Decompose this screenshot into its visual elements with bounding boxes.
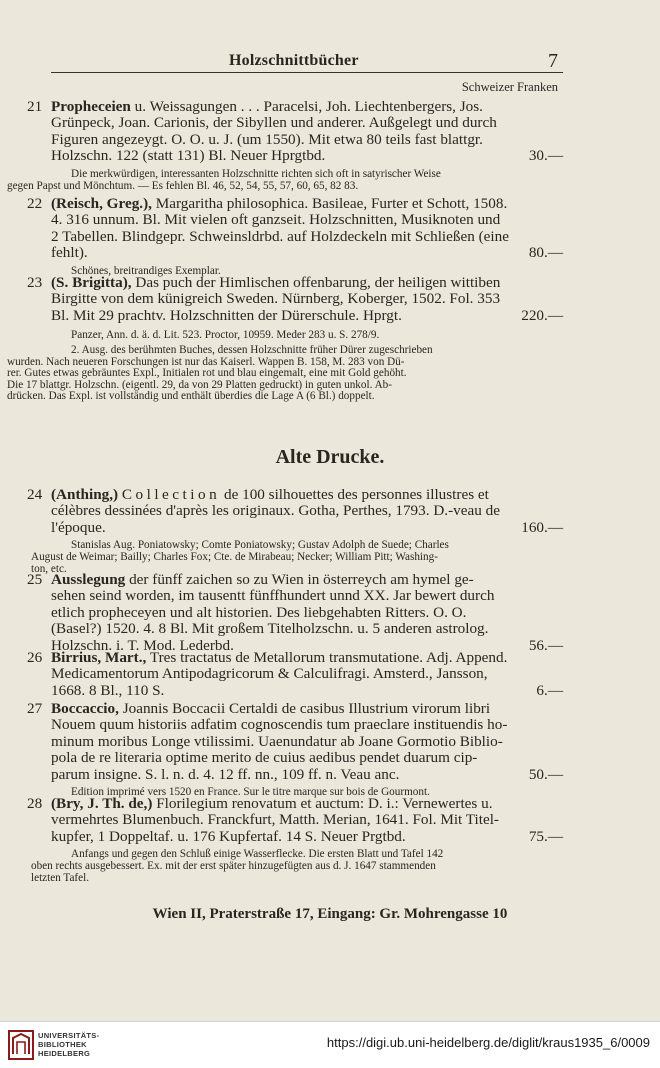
entry-line: fehlt). [51, 244, 88, 262]
entry-note: Die merkwürdigen, interessanten Holzschnitte richten sich oft in satyrischer Weise gegen Papst und Mönchtum. — Es fehlen Bl. 46, 52, 54, 55, 57, 60, 65, 82 83. [7, 167, 441, 192]
entry-22 [27, 196, 563, 277]
entry-line: Joannis Boccacii Certaldi de casibus Illustrium virorum libri [118, 700, 491, 717]
footer-address: Wien II, Praterstraße 17, Eingang: Gr. Mohrengasse 10 [152, 906, 508, 922]
entry-line: Margaritha philosophica. Basileae, Furter et Schott, 1508. [151, 195, 508, 212]
entry-line: Tres tractatus de Metallorum transmutatione. Adj. Append. [146, 649, 508, 666]
entry-author: (Bry, J. Th. de,) [51, 795, 153, 812]
entry-line: de 100 silhouettes des personnes illustres et [220, 486, 489, 503]
entry-21 [7, 98, 563, 192]
entry-price: 56.— [528, 636, 563, 654]
university-logo-icon [8, 1030, 34, 1060]
entry-line: sehen seind worden, im tausentt fünffhundert unnd XX. Jar bewert durch [51, 587, 495, 605]
entry-note: Edition imprimé vers 1520 en France. Sur le titre marque sur bois de Gourmont. [71, 786, 430, 799]
entry-line: Medicamentorum Antipodagricorum & Calculifragi. Amsterd., Jansson, [51, 665, 488, 683]
viewer-bar [0, 1021, 660, 1068]
entry-line: Birgitte von dem künigreich Sweden. Nürnberg, Koberger, 1502. Fol. 353 [51, 290, 501, 308]
entry-author: (Anthing,) [51, 486, 119, 503]
entry-23 [7, 274, 563, 403]
entry-25 [27, 572, 563, 654]
entry-number: 22 [27, 195, 43, 212]
entry-line: parum insigne. S. l. n. d. 4. 12 ff. nn., 109 ff. n. Veau anc. [51, 765, 400, 783]
entry-author: Ausslegung [51, 571, 126, 588]
entry-line: vermehrtes Blumenbuch. Franckfurt, Matth. Merian, 1641. Fol. Mit Titel- [51, 811, 499, 829]
entry-note: Stanislas Aug. Poniatowsky; Comte Poniatowsky; Gustav Adolph de Suede; Charles August de Weimar; Bailly; Charles Fox; Cte. de Mirabeau; Necker; William Pitt; Washing- ton, etc. [31, 539, 449, 576]
entry-line: 2 Tabellen. Blindgepr. Schweinsldrbd. auf Holzdeckeln mit Schließen (eine [51, 227, 509, 245]
entry-24 [27, 487, 563, 575]
entry-line: Holzschn. 122 (statt 131) Bl. Neuer Hprgtbd. [51, 147, 326, 165]
entry-price: 220.— [521, 306, 563, 324]
entry-note-long: 2. Ausg. des berühmten Buches, dessen Holzschnitte früher Dürer zugeschrieben wurden. Nach neueren Forschungen ist nur das Kaiserl. Wappen B. 158, M. 283 von Dü- rer. Gutes etwas gebräuntes Expl., Initialen rot und blau eingemalt, eine mit Gold gehöht. Die 17 blattgr. Holzschn. (eigentl. 29, da von 29 Platten gedruckt) in guten unkol. Ab- drücken. Das Expl. ist vollständig und enthält überdies die Lage A (6 Bl.) doppelt. [7, 344, 433, 403]
entry-line: minum moribus Longe vtilissimi. Uaenundatur ab Joane Gormotio Biblio- [51, 732, 503, 750]
header-title: Holzschnittbücher [229, 52, 359, 69]
entry-line: Florilegium renovatum et auctum: D. i.: Vernewertes u. [152, 795, 493, 812]
entry-number: 27 [27, 700, 43, 717]
entry-line: kupfer, 1 Doppeltaf. u. 176 Kupfertaf. 14 S. Neuer Prgtbd. [51, 827, 406, 845]
entry-note: Anfangs und gegen den Schluß einige Wasserflecke. Die ersten Blatt und Tafel 142 oben rechts ausgebessert. Ex. mit der erst später hinzugefügten aus d. J. 1647 stammenden letzten Tafel. [31, 848, 444, 885]
entry-author: (S. Brigitta), [51, 274, 132, 291]
entry-author: (Reisch, Greg.), [51, 195, 152, 212]
entry-line: Figuren angezeygt. O. O. u. J. (um 1550). Mit etwa 80 teils fast blattgr. [51, 130, 483, 148]
header-rule [51, 72, 563, 73]
entry-number: 26 [27, 649, 43, 666]
entry-28 [27, 796, 563, 884]
entry-line: der fünff zaichen so zu Wien in österreych am hymel ge- [125, 571, 474, 588]
entry-price: 30.— [528, 147, 563, 165]
entry-line: Nouem quum historiis adfatim cognoscendis tum praeclare instituendis ho- [51, 716, 508, 734]
entry-number: 24 [27, 486, 43, 503]
entry-line: célèbres dessinées d'après les originaux. Gotha, Perthes, 1793. D.-veau de [51, 502, 500, 520]
entry-note: Schönes, breitrandiges Exemplar. [71, 264, 221, 277]
entry-author: Propheceien [51, 98, 131, 115]
entry-line: Grünpeck, Joan. Carionis, der Sibyllen und anderer. Außgelegt und durch [51, 114, 497, 132]
entry-number: 28 [27, 795, 43, 812]
library-name: UNIVERSITÄTS- BIBLIOTHEK HEIDELBERG [38, 1031, 100, 1058]
entry-number: 23 [27, 274, 43, 291]
entry-number: 25 [27, 571, 43, 588]
entry-author: Birrius, Mart., [51, 649, 147, 666]
entry-line: Bl. Mit 29 prachtv. Holzschnitten der Dürerschule. Hprgt. [51, 306, 402, 324]
entry-number: 21 [27, 98, 43, 115]
entry-27 [27, 701, 563, 798]
entry-line: (Basel?) 1520. 4. 8 Bl. Mit großem Titelholzschn. u. 5 anderen astrolog. [51, 620, 489, 638]
running-header [0, 52, 660, 76]
entry-line: l'époque. [51, 518, 106, 536]
page-number: 7 [548, 50, 558, 72]
permalink-url[interactable]: https://digi.ub.uni-heidelberg.de/diglit/kraus1935_6/0009 [326, 1035, 650, 1050]
entry-line: 4. 316 unnum. Bl. Mit vielen oft ganzseit. Holzschnitten, Musiknoten und [51, 211, 501, 229]
entry-26 [27, 650, 563, 699]
entry-price: 75.— [528, 827, 563, 845]
entry-line: pola de re literaria optime merito de cuius aedibus pendet duarum cip- [51, 749, 478, 767]
entry-line: u. Weissagungen . . . Paracelsi, Joh. Liechtenbergers, Jos. [130, 98, 483, 115]
entry-line: 1668. 8 Bl., 110 S. [51, 681, 165, 699]
currency-label: Schweizer Franken [461, 80, 558, 94]
entry-note: Panzer, Ann. d. ä. d. Lit. 523. Proctor, 10959. Meder 283 u. S. 278/9. [71, 329, 380, 342]
section-title: Alte Drucke. [275, 446, 385, 468]
entry-price: 80.— [528, 244, 563, 262]
entry-price: 50.— [528, 765, 563, 783]
entry-line: Holzschn. i. T. Mod. Lederbd. [51, 636, 234, 654]
entry-line: etlich propheceyen und alt historien. Des liebgehabten Ritters. O. O. [51, 603, 467, 621]
entry-spaced-title: Collection [121, 486, 221, 503]
entry-price: 6.— [536, 681, 563, 699]
entry-line: Das puch der Himlischen offenbarung, der heiligen wittiben [131, 274, 501, 291]
entry-author: Boccaccio, [51, 700, 119, 717]
entry-price: 160.— [521, 518, 563, 536]
